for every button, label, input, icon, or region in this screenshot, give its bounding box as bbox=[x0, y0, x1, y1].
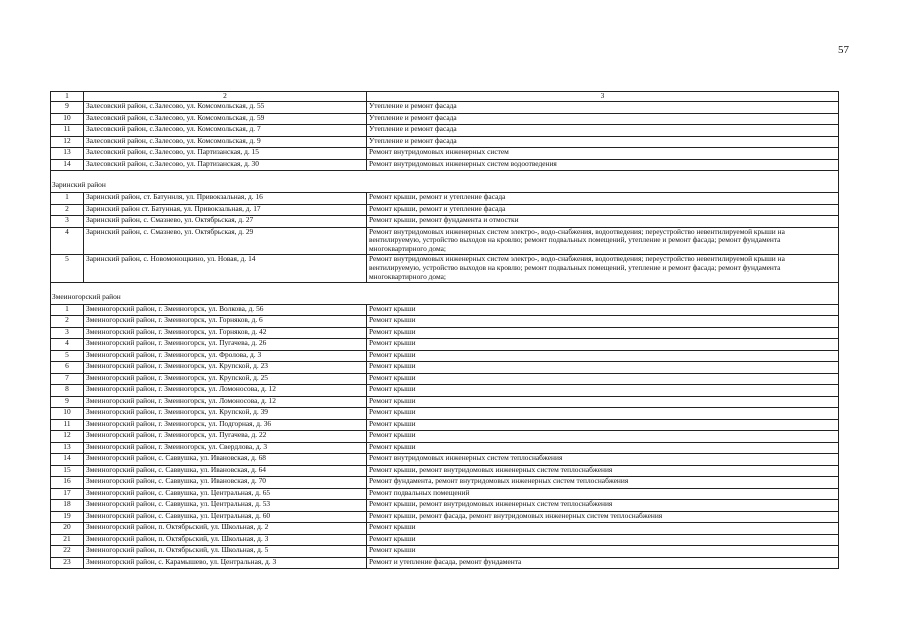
row-address: Заринский район, с. Смазнево, ул. Октябрьская, д. 27 bbox=[84, 216, 367, 228]
row-number: 9 bbox=[51, 102, 84, 114]
header-col-3: 3 bbox=[367, 92, 839, 102]
row-address: Змеиногорский район, г. Змеиногорск, ул. Пугачева, д. 26 bbox=[84, 339, 367, 351]
row-address: Заринский район, с. Смазнево, ул. Октябрьская, д. 29 bbox=[84, 227, 367, 255]
row-address: Залесовский район, с.Залесово, ул. Комсомольская, д. 59 bbox=[84, 113, 367, 125]
row-address: Змеиногорский район, г. Змеиногорск, ул. Крупской, д. 25 bbox=[84, 373, 367, 385]
row-number: 12 bbox=[51, 136, 84, 148]
row-work: Ремонт крыши bbox=[367, 408, 839, 420]
row-address: Змеиногорский район, г. Змеиногорск, ул. Подгорная, д. 36 bbox=[84, 419, 367, 431]
row-address: Залесовский район, с.Залесово, ул. Комсомольская, д. 7 bbox=[84, 125, 367, 137]
row-work: Ремонт крыши bbox=[367, 442, 839, 454]
table-row bbox=[51, 408, 839, 420]
row-work: Ремонт крыши, ремонт и утепление фасада bbox=[367, 193, 839, 205]
row-address: Змеиногорский район, г. Змеиногорск, ул. Свердлова, д. 3 bbox=[84, 442, 367, 454]
table-row bbox=[51, 227, 839, 255]
table-row bbox=[51, 216, 839, 228]
row-number: 10 bbox=[51, 113, 84, 125]
row-address: Змеиногорский район, г. Змеиногорск, ул. Волкова, д. 56 bbox=[84, 304, 367, 316]
row-work: Ремонт крыши bbox=[367, 396, 839, 408]
row-work: Ремонт крыши bbox=[367, 523, 839, 535]
row-address: Змеиногорский район, п. Октябрьский, ул. Школьная, д. 2 bbox=[84, 523, 367, 535]
row-address: Змеиногорский район, г. Змеиногорск, ул. Крупской, д. 23 bbox=[84, 362, 367, 374]
table-row bbox=[51, 511, 839, 523]
row-number: 20 bbox=[51, 523, 84, 535]
row-work: Ремонт крыши, ремонт и утепление фасада bbox=[367, 204, 839, 216]
row-work: Утепление и ремонт фасада bbox=[367, 113, 839, 125]
header-col-1: 1 bbox=[51, 92, 84, 102]
row-work: Ремонт крыши bbox=[367, 362, 839, 374]
row-work: Ремонт крыши bbox=[367, 534, 839, 546]
row-number: 7 bbox=[51, 373, 84, 385]
row-number: 5 bbox=[51, 350, 84, 362]
row-number: 6 bbox=[51, 362, 84, 374]
row-work: Ремонт внутридомовых инженерных систем электро-, водо-снабжения, водоотведения; переустройство невентилируемой крыши на вентилируемую, устройство выходов на кровлю; ремонт подвальных помещений, утепление и ремонт фасада; ремонт фундамента многоквартирного дома; bbox=[367, 227, 839, 255]
row-address: Заринский район ст. Батунная, ул. Привокзальная, д. 17 bbox=[84, 204, 367, 216]
row-number: 17 bbox=[51, 488, 84, 500]
table-row bbox=[51, 500, 839, 512]
row-address: Змеиногорский район, г. Змеиногорск, ул. Ломоносова, д. 12 bbox=[84, 385, 367, 397]
row-address: Заринский район, с. Новомонощкино, ул. Новая, д. 14 bbox=[84, 255, 367, 283]
table-row bbox=[51, 136, 839, 148]
table-row bbox=[51, 102, 839, 114]
row-address: Змеиногорский район, п. Октябрьский, ул. Школьная, д. 3 bbox=[84, 534, 367, 546]
table-row bbox=[51, 125, 839, 137]
table-row bbox=[51, 148, 839, 160]
section-spacer bbox=[51, 171, 839, 182]
row-number: 4 bbox=[51, 227, 84, 255]
table-row bbox=[51, 373, 839, 385]
row-number: 1 bbox=[51, 193, 84, 205]
row-address: Залесовский район, с.Залесово, ул. Партизанская, д. 15 bbox=[84, 148, 367, 160]
row-address: Змеиногорский район, г. Змеиногорск, ул. Горняков, д. 42 bbox=[84, 327, 367, 339]
table-row bbox=[51, 304, 839, 316]
table-row bbox=[51, 362, 839, 374]
row-work: Ремонт фундамента, ремонт внутридомовых инженерных систем теплоснабжения bbox=[367, 477, 839, 489]
row-work: Ремонт крыши bbox=[367, 350, 839, 362]
row-number: 11 bbox=[51, 419, 84, 431]
row-work: Ремонт крыши bbox=[367, 339, 839, 351]
row-address: Змеиногорский район, г. Змеиногорск, ул. Ломоносова, д. 12 bbox=[84, 396, 367, 408]
row-address: Залесовский район, с.Залесово, ул. Комсомольская, д. 55 bbox=[84, 102, 367, 114]
row-number: 15 bbox=[51, 465, 84, 477]
row-work: Ремонт внутридомовых инженерных систем bbox=[367, 148, 839, 160]
row-work: Ремонт крыши bbox=[367, 316, 839, 328]
table-row bbox=[51, 477, 839, 489]
header-col-2: 2 bbox=[84, 92, 367, 102]
row-number: 5 bbox=[51, 255, 84, 283]
table-row bbox=[51, 113, 839, 125]
row-number: 21 bbox=[51, 534, 84, 546]
row-work: Утепление и ремонт фасада bbox=[367, 125, 839, 137]
row-address: Змеиногорский район, г. Змеиногорск, ул. Горняков, д. 6 bbox=[84, 316, 367, 328]
row-number: 3 bbox=[51, 216, 84, 228]
row-number: 14 bbox=[51, 159, 84, 171]
row-number: 14 bbox=[51, 454, 84, 466]
row-number: 22 bbox=[51, 546, 84, 558]
table-row bbox=[51, 327, 839, 339]
section-title-row bbox=[51, 181, 839, 193]
row-work: Ремонт крыши bbox=[367, 546, 839, 558]
row-number: 23 bbox=[51, 557, 84, 569]
table-row bbox=[51, 159, 839, 171]
section-title-row bbox=[51, 293, 839, 305]
row-number: 11 bbox=[51, 125, 84, 137]
row-address: Залесовский район, с.Залесово, ул. Комсомольская, д. 9 bbox=[84, 136, 367, 148]
row-address: Заринский район, ст. Батуннля, ул. Привокзальная, д. 16 bbox=[84, 193, 367, 205]
row-work: Ремонт внутридомовых инженерных систем электро-, водо-снабжения, водоотведения; переустройство невентилируемой крыши на вентилируемую, устройство выходов на кровлю; ремонт подвальных помещений, утепление и ремонт фасада; ремонт фундамента многоквартирного дома; bbox=[367, 255, 839, 283]
row-address: Змеиногорский район, г. Змеиногорск, ул. Пугачева, д. 22 bbox=[84, 431, 367, 443]
row-address: Змеиногорский район, с. Саввушка, ул. Ивановская, д. 64 bbox=[84, 465, 367, 477]
row-work: Ремонт крыши bbox=[367, 431, 839, 443]
row-address: Змеиногорский район, с. Саввушка, ул. Центральная, д. 65 bbox=[84, 488, 367, 500]
table-row bbox=[51, 488, 839, 500]
row-address: Змеиногорский район, г. Змеиногорск, ул. Крупской, д. 39 bbox=[84, 408, 367, 420]
row-number: 2 bbox=[51, 204, 84, 216]
row-address: Залесовский район, с.Залесово, ул. Партизанская, д. 30 bbox=[84, 159, 367, 171]
row-address: Змеиногорский район, с. Саввушка, ул. Ивановская, д. 70 bbox=[84, 477, 367, 489]
row-number: 13 bbox=[51, 442, 84, 454]
row-work: Ремонт крыши bbox=[367, 419, 839, 431]
table-row bbox=[51, 442, 839, 454]
row-work: Ремонт крыши, ремонт внутридомовых инженерных систем теплоснабжения bbox=[367, 500, 839, 512]
table-row bbox=[51, 255, 839, 283]
table-row bbox=[51, 546, 839, 558]
section-title: Змеиногорский район bbox=[51, 293, 839, 305]
row-number: 18 bbox=[51, 500, 84, 512]
row-address: Змеиногорский район, с. Карамышево, ул. Центральная, д. 3 bbox=[84, 557, 367, 569]
works-table bbox=[50, 91, 839, 569]
row-number: 4 bbox=[51, 339, 84, 351]
table-row bbox=[51, 534, 839, 546]
table-row bbox=[51, 385, 839, 397]
section-spacer bbox=[51, 282, 839, 293]
row-number: 13 bbox=[51, 148, 84, 160]
table-row bbox=[51, 339, 839, 351]
row-address: Змеиногорский район, г. Змеиногорск, ул. Фролова, д. 3 bbox=[84, 350, 367, 362]
row-number: 8 bbox=[51, 385, 84, 397]
table-row bbox=[51, 193, 839, 205]
table-row bbox=[51, 419, 839, 431]
table-row bbox=[51, 396, 839, 408]
row-number: 3 bbox=[51, 327, 84, 339]
row-number: 12 bbox=[51, 431, 84, 443]
table-row bbox=[51, 557, 839, 569]
row-work: Утепление и ремонт фасада bbox=[367, 102, 839, 114]
table-row bbox=[51, 316, 839, 328]
table-row bbox=[51, 454, 839, 466]
row-number: 19 bbox=[51, 511, 84, 523]
table-row bbox=[51, 465, 839, 477]
row-address: Змеиногорский район, с. Саввушка, ул. Центральная, д. 53 bbox=[84, 500, 367, 512]
row-number: 2 bbox=[51, 316, 84, 328]
row-work: Ремонт крыши, ремонт фасада, ремонт внутридомовых инженерных систем теплоснабжения bbox=[367, 511, 839, 523]
section-title: Заринский район bbox=[51, 181, 839, 193]
row-work: Ремонт и утепление фасада, ремонт фундамента bbox=[367, 557, 839, 569]
row-address: Змеиногорский район, с. Саввушка, ул. Ивановская, д. 68 bbox=[84, 454, 367, 466]
table-header-row bbox=[51, 92, 839, 102]
table-row bbox=[51, 204, 839, 216]
row-number: 1 bbox=[51, 304, 84, 316]
row-address: Змеиногорский район, п. Октябрьский, ул. Школьная, д. 5 bbox=[84, 546, 367, 558]
row-work: Ремонт крыши bbox=[367, 373, 839, 385]
row-work: Ремонт крыши bbox=[367, 385, 839, 397]
row-work: Ремонт внутридомовых инженерных систем водоотведения bbox=[367, 159, 839, 171]
row-work: Ремонт крыши, ремонт внутридомовых инженерных систем теплоснабжения bbox=[367, 465, 839, 477]
row-number: 16 bbox=[51, 477, 84, 489]
table-row bbox=[51, 523, 839, 535]
table-row bbox=[51, 431, 839, 443]
row-address: Змеиногорский район, с. Саввушка, ул. Центральная, д. 60 bbox=[84, 511, 367, 523]
row-work: Утепление и ремонт фасада bbox=[367, 136, 839, 148]
row-number: 9 bbox=[51, 396, 84, 408]
row-work: Ремонт крыши, ремонт фундамента и отмостки bbox=[367, 216, 839, 228]
row-work: Ремонт крыши bbox=[367, 304, 839, 316]
page-number: 57 bbox=[838, 44, 849, 56]
row-work: Ремонт внутридомовых инженерных систем теплоснабжения bbox=[367, 454, 839, 466]
row-work: Ремонт подвальных помещений bbox=[367, 488, 839, 500]
row-work: Ремонт крыши bbox=[367, 327, 839, 339]
row-number: 10 bbox=[51, 408, 84, 420]
table-row bbox=[51, 350, 839, 362]
